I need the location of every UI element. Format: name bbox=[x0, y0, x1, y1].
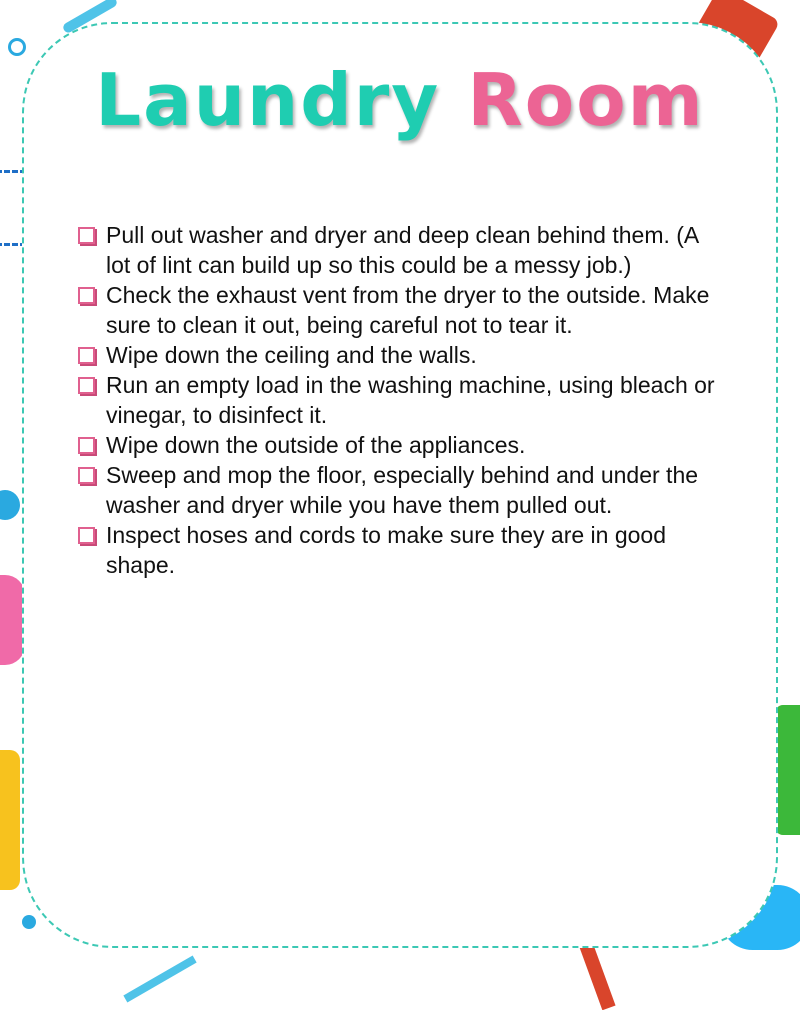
checklist-item bbox=[76, 460, 726, 520]
checklist-item-text: Pull out washer and dryer and deep clean behind them. (A lot of lint can build up so this could be a messy job.) bbox=[106, 222, 698, 278]
checkbox-icon[interactable] bbox=[78, 227, 95, 244]
checklist-item-text: Run an empty load in the washing machine, using bleach or vinegar, to disinfect it. bbox=[106, 372, 715, 428]
title-word-laundry: Laundry bbox=[95, 58, 441, 142]
checklist-item bbox=[76, 220, 726, 280]
bubble-decoration bbox=[8, 38, 26, 56]
checklist-item-text: Wipe down the ceiling and the walls. bbox=[106, 342, 477, 368]
checkbox-icon[interactable] bbox=[78, 527, 95, 544]
checkbox-icon[interactable] bbox=[78, 287, 95, 304]
checklist-item bbox=[76, 520, 726, 580]
checklist bbox=[76, 220, 726, 580]
checklist-item-text: Inspect hoses and cords to make sure they are in good shape. bbox=[106, 522, 666, 578]
bottle-decoration-right bbox=[775, 705, 800, 835]
handle-decoration-bottom bbox=[123, 956, 196, 1003]
checklist-item bbox=[76, 430, 726, 460]
checkbox-icon[interactable] bbox=[78, 377, 95, 394]
brush-decoration-bottom bbox=[578, 940, 615, 1010]
title-word-room: Room bbox=[467, 58, 705, 142]
bubble-decoration bbox=[22, 915, 36, 929]
page-title bbox=[0, 58, 800, 142]
bubble-decoration bbox=[0, 490, 20, 520]
checklist-item-text: Check the exhaust vent from the dryer to the outside. Make sure to clean it out, being careful not to tear it. bbox=[106, 282, 710, 338]
checklist-item-text: Wipe down the outside of the appliances. bbox=[106, 432, 526, 458]
checkbox-icon[interactable] bbox=[78, 467, 95, 484]
checklist-item-text: Sweep and mop the floor, especially behind and under the washer and dryer while you have them pulled out. bbox=[106, 462, 699, 518]
checklist-item bbox=[76, 280, 726, 340]
broom-decoration-left bbox=[0, 750, 20, 890]
checkbox-icon[interactable] bbox=[78, 347, 95, 364]
checkbox-icon[interactable] bbox=[78, 437, 95, 454]
checklist-item bbox=[76, 370, 726, 430]
checklist-item bbox=[76, 340, 726, 370]
